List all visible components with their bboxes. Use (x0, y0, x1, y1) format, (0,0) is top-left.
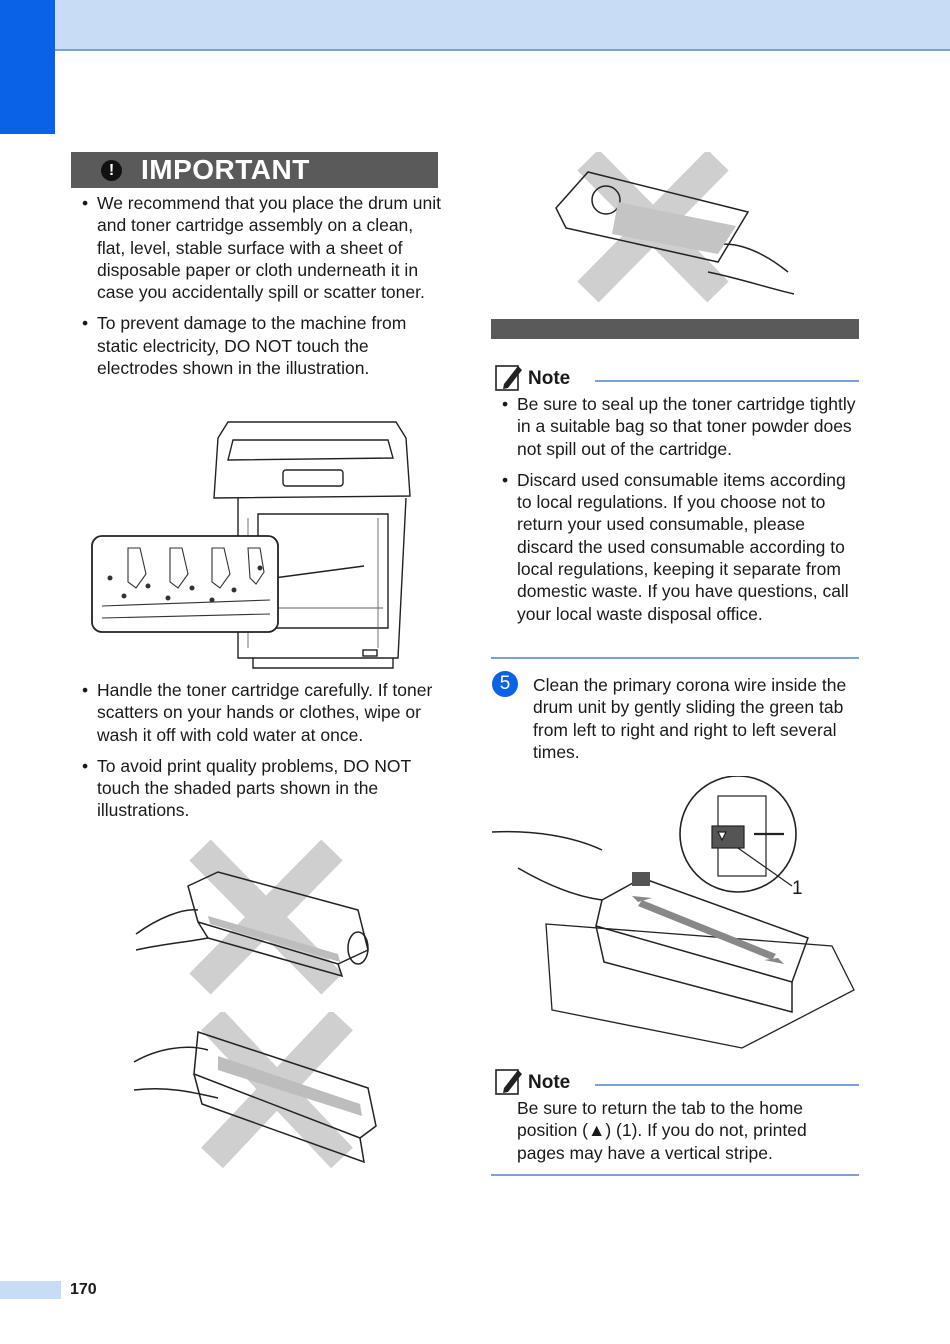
note-rule (595, 1084, 859, 1086)
note-pencil-icon (494, 362, 524, 392)
callout-label-1: 1 (792, 878, 803, 899)
list-item: • Handle the toner cartridge carefully. If toner scatters on your hands or clothes, wipe or wash it off with cold water at once. (72, 679, 442, 746)
step-number-badge: 5 (492, 671, 518, 697)
header-band (0, 0, 950, 51)
page-number: 170 (70, 1281, 97, 1298)
list-item: • Discard used consumable items according to local regulations. If you choose not to return your used consumable, please discard the used consumable according to local regulations, keeping it separate from domestic waste. If you have questions, call your local waste disposal office. (492, 469, 862, 625)
printer-electrodes-illustration (88, 418, 420, 674)
drum-underside-do-not-touch-illustration (548, 152, 798, 302)
chapter-tab (0, 0, 55, 134)
corona-wire-cleaning-illustration (492, 776, 858, 1050)
important-heading: IMPORTANT (141, 154, 310, 185)
note-header (494, 362, 859, 392)
list-item: • To prevent damage to the machine from static electricity, DO NOT touch the electrodes shown in the illustration. (72, 312, 442, 379)
page-number-tab (0, 1281, 61, 1299)
note-title: Note (528, 368, 571, 389)
note-list (492, 393, 862, 634)
exclamation-icon: ! (101, 160, 122, 181)
note-pencil-icon (494, 1066, 524, 1096)
drum-unit-do-not-touch-illustration (128, 1012, 386, 1170)
note-text: Be sure to return the tab to the home position (▲) (1). If you do not, printed pages may have a vertical stripe. (517, 1098, 807, 1163)
note-rule (595, 380, 859, 382)
step-text: Clean the primary corona wire inside the drum unit by gently sliding the green tab from left to right and right to left several times. (533, 675, 847, 762)
note-end-rule (491, 1174, 859, 1176)
important-end-bar (491, 319, 859, 339)
note-title: Note (528, 1072, 571, 1093)
important-banner (71, 152, 438, 188)
important-list-top (72, 192, 442, 388)
list-item: • Be sure to seal up the toner cartridge tightly in a suitable bag so that toner powder does not spill out of the cartridge. (492, 393, 862, 460)
note-end-rule (491, 657, 859, 659)
important-list-bottom (72, 679, 442, 831)
note-header (494, 1066, 859, 1096)
toner-cartridge-do-not-touch-illustration (128, 838, 386, 998)
list-item: • We recommend that you place the drum unit and toner cartridge assembly on a clean, flat, level, stable surface with a sheet of disposable paper or cloth underneath it in case you accidentally spill or scatter toner. (72, 192, 442, 303)
list-item: • To avoid print quality problems, DO NOT touch the shaded parts shown in the illustrations. (72, 755, 442, 822)
